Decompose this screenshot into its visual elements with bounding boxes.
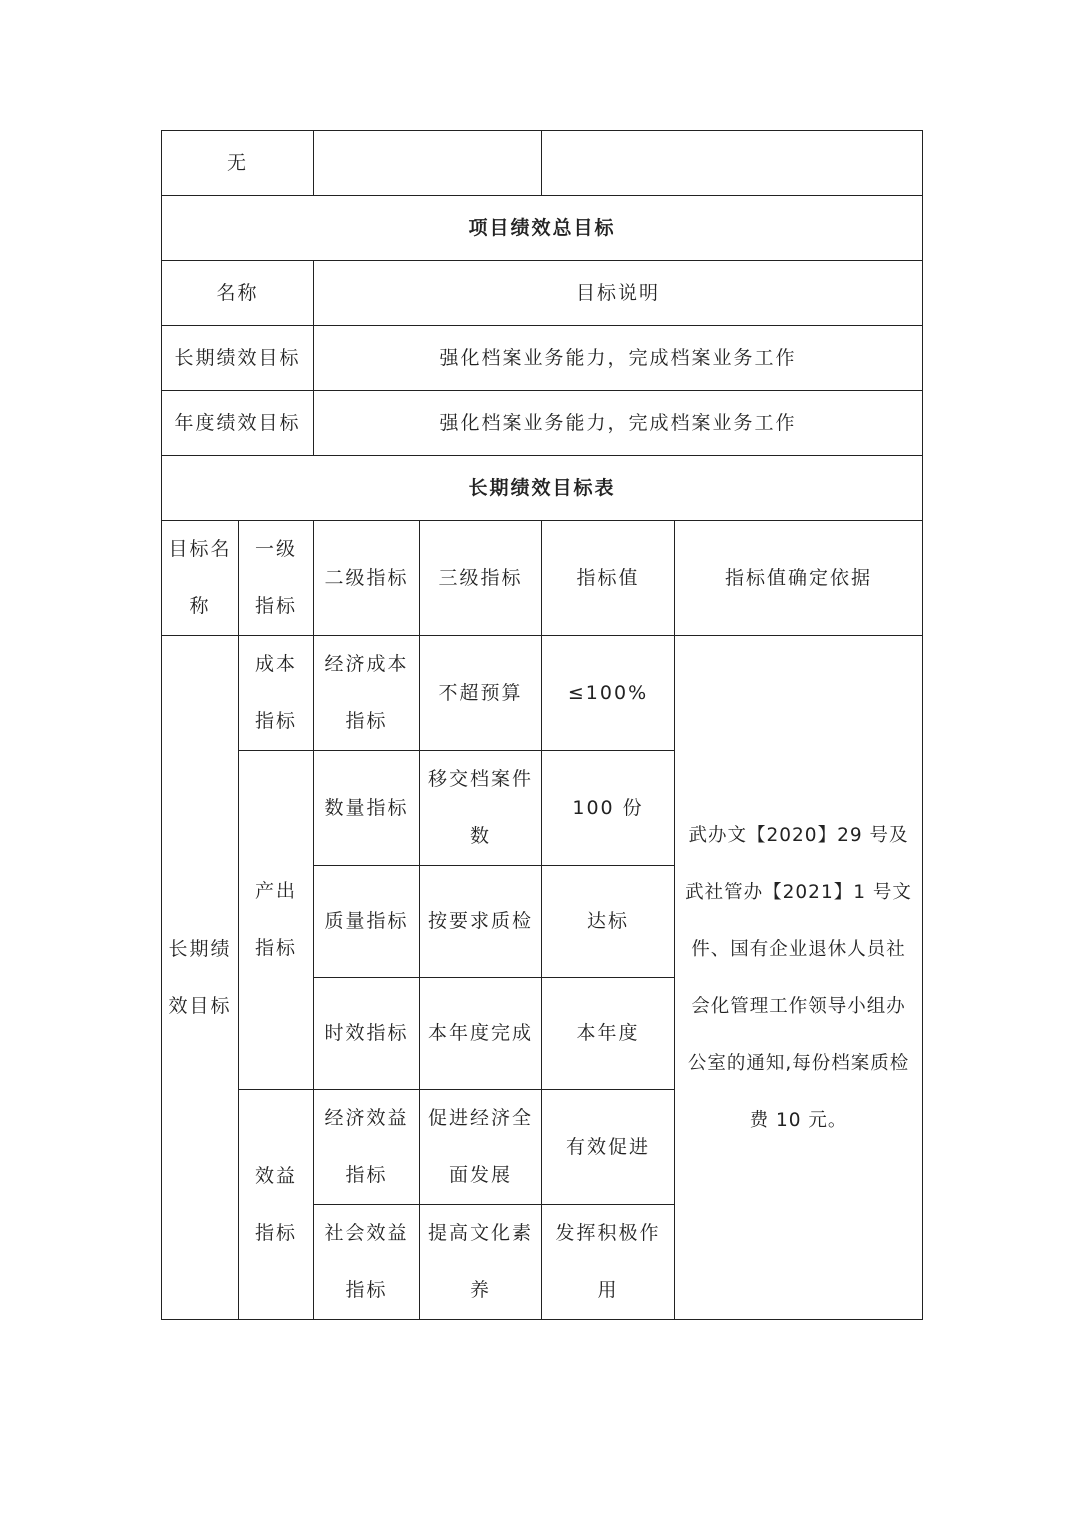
value-cell: 达标 [542,866,675,978]
overall-header-name: 名称 [162,261,314,326]
level2-cell: 经济效益指标 [314,1090,420,1205]
value-cell: 100 份 [542,751,675,866]
long-term-header-row [162,521,923,636]
value-cell: 有效促进 [542,1090,675,1205]
level3-cell: 移交档案件数 [420,751,542,866]
level2-cell: 质量指标 [314,866,420,978]
basis-cell: 武办文【2020】29 号及武社管办【2021】1 号文件、国有企业退休人员社会化管理工作领导小组办公室的通知,每份档案质检费 10 元。 [675,636,923,1320]
top-row-cell-1: 无 [162,131,314,196]
level2-cell: 时效指标 [314,978,420,1090]
top-row [162,131,923,196]
overall-row-name: 年度绩效目标 [162,391,314,456]
overall-row-desc: 强化档案业务能力，完成档案业务工作 [314,326,923,391]
level3-cell: 本年度完成 [420,978,542,1090]
level3-cell: 促进经济全面发展 [420,1090,542,1205]
overall-header-row [162,261,923,326]
level1-output: 产出指标 [239,751,314,1090]
level2-cell: 数量指标 [314,751,420,866]
level3-cell: 不超预算 [420,636,542,751]
level2-cell: 经济成本指标 [314,636,420,751]
header-level1: 一级指标 [239,521,314,636]
level2-cell: 社会效益指标 [314,1205,420,1320]
overall-row [162,326,923,391]
top-row-cell-3 [542,131,923,196]
overall-row-desc: 强化档案业务能力，完成档案业务工作 [314,391,923,456]
indicator-row [162,636,923,751]
target-name-cell: 长期绩效目标 [162,636,239,1320]
level3-cell: 按要求质检 [420,866,542,978]
long-term-title-row [162,456,923,521]
value-cell: 发挥积极作用 [542,1205,675,1320]
level1-benefit: 效益指标 [239,1090,314,1320]
header-level3: 三级指标 [420,521,542,636]
overall-row-name: 长期绩效目标 [162,326,314,391]
level1-cost: 成本指标 [239,636,314,751]
long-term-table-title: 长期绩效目标表 [162,456,923,521]
overall-section-title: 项目绩效总目标 [162,196,923,261]
header-level2: 二级指标 [314,521,420,636]
header-basis: 指标值确定依据 [675,521,923,636]
performance-table [161,130,923,1320]
top-row-cell-2 [314,131,542,196]
overall-row [162,391,923,456]
header-value: 指标值 [542,521,675,636]
value-cell: 本年度 [542,978,675,1090]
value-cell: ≤100% [542,636,675,751]
overall-header-desc: 目标说明 [314,261,923,326]
level3-cell: 提高文化素养 [420,1205,542,1320]
overall-title-row [162,196,923,261]
header-target-name: 目标名称 [162,521,239,636]
